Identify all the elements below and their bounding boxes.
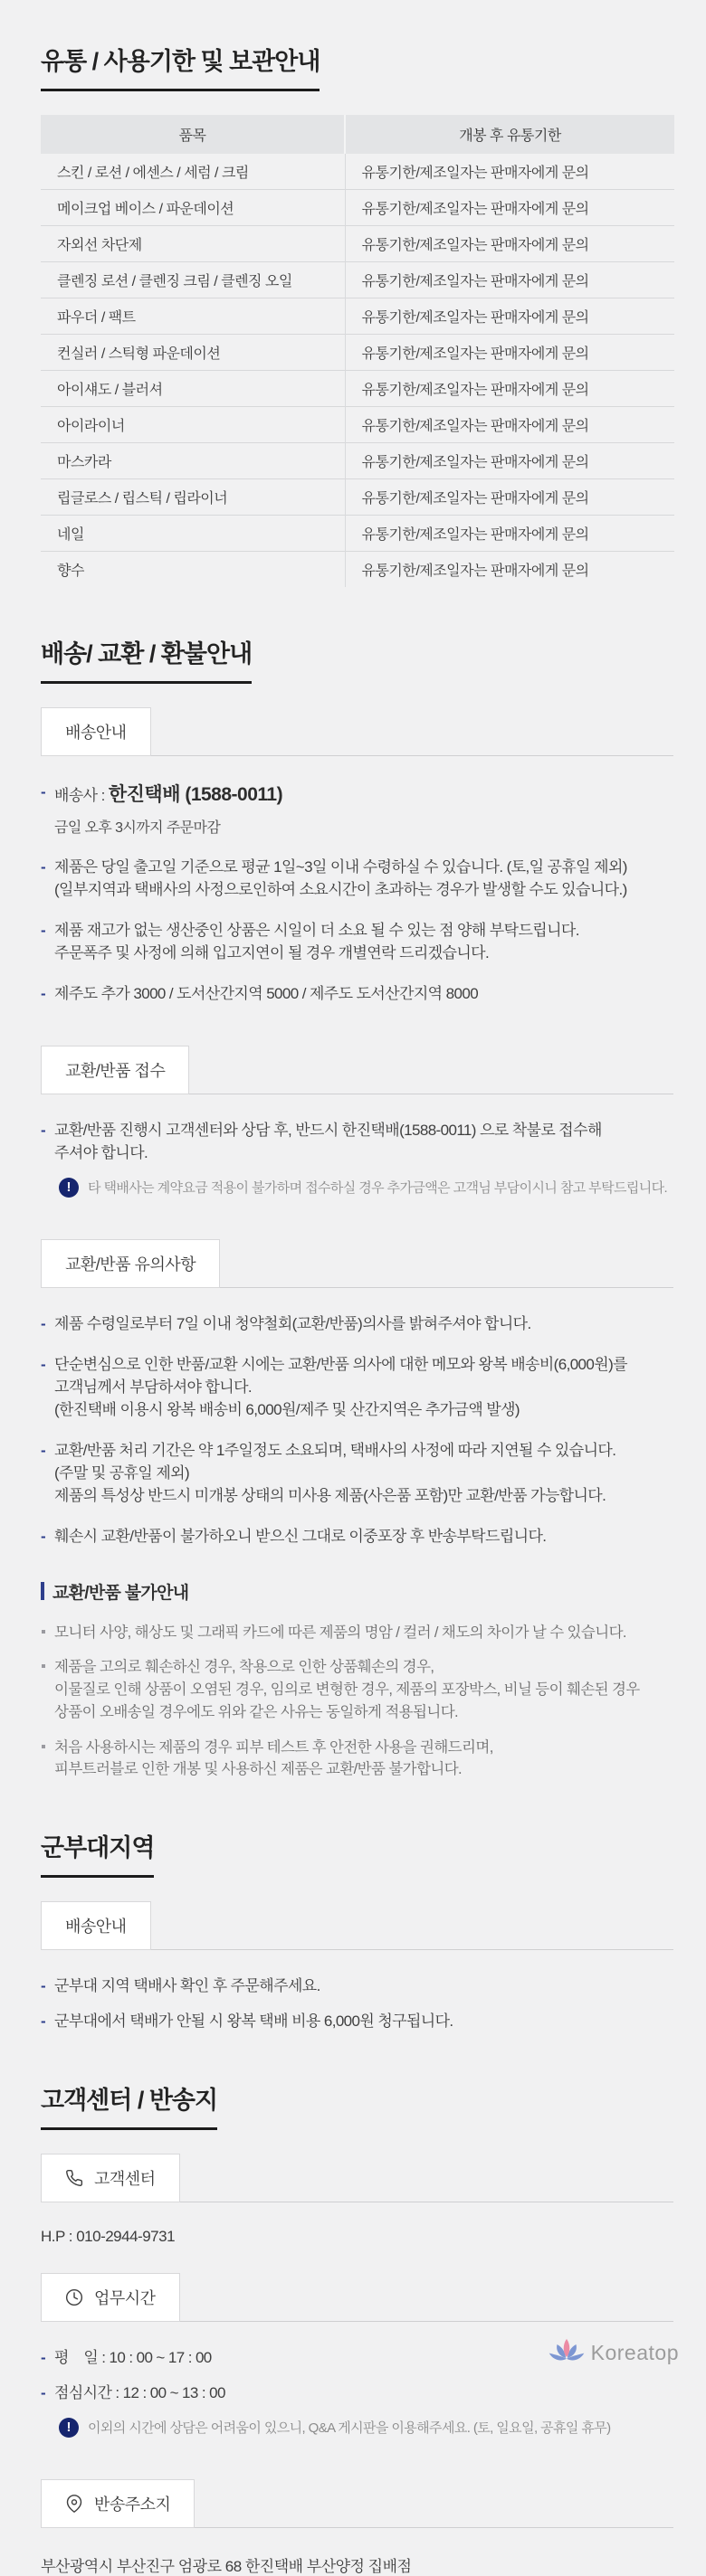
receipt-text: 교환/반품 진행시 고객센터와 상담 후, 반드시 한진택배(1588-0011) 으로 착불로 접수해 bbox=[54, 1122, 602, 1140]
column-header-item: 품목 bbox=[41, 115, 345, 154]
business-hours-tab-label: 업무시간 bbox=[94, 2289, 156, 2308]
list-item bbox=[41, 857, 673, 902]
caution-text: 교환/반품 처리 기간은 약 1주일정도 소요되며, 택배사의 사정에 따라 지연될 수 있습니다. bbox=[54, 1441, 616, 1459]
list-item bbox=[41, 1313, 673, 1336]
list-item bbox=[41, 1440, 673, 1508]
list-item bbox=[41, 1975, 673, 1998]
receipt-text: 주셔야 합니다. bbox=[54, 1144, 148, 1162]
table-row bbox=[41, 262, 674, 298]
shelf-life-cell: 유통기한/제조일자는 판매자에게 문의 bbox=[345, 516, 674, 552]
order-deadline: 금일 오후 3시까지 주문마감 bbox=[54, 819, 221, 836]
dash-bullet: - bbox=[41, 2349, 46, 2367]
notice-text: 타 택배사는 계약요금 적용이 불가하며 접수하실 경우 추가금액은 고객님 부담이시니 참고 부탁드립니다. bbox=[88, 1180, 668, 1197]
return-address-tab-label: 반송주소지 bbox=[94, 2495, 171, 2514]
dash-bullet: - bbox=[41, 2384, 46, 2402]
expiry-table bbox=[41, 115, 674, 587]
list-item bbox=[41, 1120, 673, 1165]
shipping-text: 주문폭주 및 사정에 의해 입고지연이 될 경우 개별연락 드리겠습니다. bbox=[54, 944, 490, 962]
carrier-label: 배송사 : bbox=[54, 787, 109, 804]
item-cell: 아이라이너 bbox=[41, 407, 345, 443]
exchange-caution-tab-line bbox=[41, 1239, 673, 1288]
exclamation-icon: ! bbox=[59, 2418, 79, 2438]
shelf-life-cell: 유통기한/제조일자는 판매자에게 문의 bbox=[345, 190, 674, 226]
business-hours-tab-line bbox=[41, 2273, 673, 2322]
item-cell: 향수 bbox=[41, 552, 345, 588]
dot-bullet bbox=[42, 1745, 45, 1748]
dash-bullet: - bbox=[41, 922, 46, 940]
dash-bullet: - bbox=[41, 1527, 46, 1545]
list-item bbox=[41, 1622, 673, 1644]
dash-bullet: - bbox=[41, 1977, 46, 1995]
dash-bullet: - bbox=[41, 1441, 46, 1459]
dash-bullet: - bbox=[41, 1355, 46, 1373]
military-shipping-tab bbox=[41, 1901, 151, 1950]
no-exchange-text: 이물질로 인해 상품이 오염된 경우, 임의로 변형한 경우, 제품의 포장박스, 비닐 등이 훼손된 경우 bbox=[54, 1681, 640, 1699]
dash-bullet: - bbox=[41, 783, 46, 800]
return-address-tab-line bbox=[41, 2479, 673, 2528]
column-header-shelf-life: 개봉 후 유통기한 bbox=[345, 115, 674, 154]
table-row bbox=[41, 479, 674, 516]
business-hours-tab bbox=[41, 2273, 180, 2322]
exchange-receipt-tab-line bbox=[41, 1046, 673, 1094]
shipping-text: 제품은 당일 출고일 기준으로 평균 1일~3일 이내 수령하실 수 있습니다. (토,일 공휴일 제외) bbox=[54, 858, 627, 876]
military-shipping-tab-label: 배송안내 bbox=[65, 1918, 127, 1937]
list-item bbox=[41, 1354, 673, 1422]
customer-center-tab-line bbox=[41, 2154, 673, 2202]
table-row bbox=[41, 190, 674, 226]
item-cell: 컨실러 / 스틱형 파운데이션 bbox=[41, 335, 345, 371]
dash-bullet: - bbox=[41, 858, 46, 876]
table-row bbox=[41, 407, 674, 443]
dash-bullet: - bbox=[41, 1122, 46, 1140]
table-row bbox=[41, 154, 674, 190]
item-cell: 자외선 차단제 bbox=[41, 226, 345, 262]
notice-row bbox=[59, 2418, 673, 2439]
shelf-life-cell: 유통기한/제조일자는 판매자에게 문의 bbox=[345, 443, 674, 479]
item-cell: 아이섀도 / 블러셔 bbox=[41, 371, 345, 407]
notice-row bbox=[59, 1178, 673, 1199]
item-cell: 메이크업 베이스 / 파운데이션 bbox=[41, 190, 345, 226]
no-exchange-title-label: 교환/반품 불가안내 bbox=[52, 1583, 189, 1603]
weekday-hours: 평 일 : 10 : 00 ~ 17 : 00 bbox=[54, 2349, 212, 2367]
list-item bbox=[41, 781, 673, 838]
no-exchange-text: 처음 사용하시는 제품의 경우 피부 테스트 후 안전한 사용을 권해드리며, bbox=[54, 1738, 493, 1756]
item-cell: 립글로스 / 립스틱 / 립라이너 bbox=[41, 479, 345, 516]
no-exchange-title bbox=[41, 1579, 673, 1604]
return-address-tab bbox=[41, 2479, 195, 2528]
shelf-life-cell: 유통기한/제조일자는 판매자에게 문의 bbox=[345, 335, 674, 371]
customer-center-tab bbox=[41, 2154, 180, 2202]
caution-text: 단순변심으로 인한 반품/교환 시에는 교환/반품 의사에 대한 메모와 왕복 배송비(6,000원)를 bbox=[54, 1355, 627, 1373]
extra-fee-text: 제주도 추가 3000 / 도서산간지역 5000 / 제주도 도서산간지역 8000 bbox=[54, 985, 479, 1003]
military-text: 군부대에서 택배가 안될 시 왕복 택배 비용 6,000원 청구됩니다. bbox=[54, 2012, 453, 2031]
caution-text: 훼손시 교환/반품이 불가하오니 받으신 그대로 이중포장 후 반송부탁드립니다. bbox=[54, 1527, 547, 1545]
no-exchange-text: 모니터 사양, 해상도 및 그래픽 카드에 따른 제품의 명암 / 컬러 / 채도의 차이가 날 수 있습니다. bbox=[54, 1624, 626, 1641]
table-row bbox=[41, 226, 674, 262]
shipping-tab-label: 배송안내 bbox=[65, 724, 127, 742]
no-exchange-text: 제품을 고의로 훼손하신 경우, 착용으로 인한 상품훼손의 경우, bbox=[54, 1659, 434, 1676]
section-title-military: 군부대지역 bbox=[41, 1828, 154, 1878]
table-row bbox=[41, 335, 674, 371]
caution-text: 제품의 특성상 반드시 미개봉 상태의 미사용 제품(사은품 포함)만 교환/반품 가능합니다. bbox=[54, 1486, 606, 1504]
list-item bbox=[41, 920, 673, 965]
shelf-life-cell: 유통기한/제조일자는 판매자에게 문의 bbox=[345, 371, 674, 407]
item-cell: 마스카라 bbox=[41, 443, 345, 479]
table-header-row bbox=[41, 115, 674, 154]
item-cell: 파우더 / 팩트 bbox=[41, 298, 345, 335]
dot-bullet bbox=[42, 1664, 45, 1668]
shipping-info-tab bbox=[41, 707, 151, 756]
caution-text: (한진택배 이용시 왕복 배송비 6,000원/제주 및 산간지역은 추가금액 발생) bbox=[54, 1400, 520, 1418]
phone-icon bbox=[65, 2169, 83, 2187]
list-item bbox=[41, 2011, 673, 2033]
no-exchange-text: 상품이 오배송일 경우에도 위와 같은 사유는 동일하게 적용됩니다. bbox=[54, 1703, 459, 1720]
list-item bbox=[41, 983, 673, 1006]
koreatop-lotus-icon bbox=[548, 2337, 586, 2369]
table-row bbox=[41, 371, 674, 407]
table-row bbox=[41, 298, 674, 335]
section-delivery bbox=[41, 634, 673, 1781]
accent-bar bbox=[41, 1582, 44, 1600]
caution-text: (주말 및 공휴일 제외) bbox=[54, 1463, 190, 1482]
shipping-text: (일부지역과 택배사의 사정으로인하여 소요시간이 초과하는 경우가 발생할 수도 있습니다.) bbox=[54, 881, 627, 899]
no-exchange-text: 피부트러블로 인한 개봉 및 사용하신 제품은 교환/반품 불가합니다. bbox=[54, 1761, 463, 1778]
military-shipping-tab-line bbox=[41, 1901, 673, 1950]
section-title-contact: 고객센터 / 반송지 bbox=[41, 2080, 217, 2130]
list-item bbox=[41, 1526, 673, 1548]
table-row bbox=[41, 443, 674, 479]
dash-bullet: - bbox=[41, 2012, 46, 2031]
military-text: 군부대 지역 택배사 확인 후 주문해주세요. bbox=[54, 1977, 320, 1995]
item-cell: 클렌징 로션 / 클렌징 크림 / 클렌징 오일 bbox=[41, 262, 345, 298]
lunch-hours: 점심시간 : 12 : 00 ~ 13 : 00 bbox=[54, 2384, 225, 2402]
shelf-life-cell: 유통기한/제조일자는 판매자에게 문의 bbox=[345, 226, 674, 262]
caution-text: 제품 수령일로부터 7일 이내 청약철회(교환/반품)의사를 밝혀주셔야 합니다. bbox=[54, 1314, 531, 1332]
shelf-life-cell: 유통기한/제조일자는 판매자에게 문의 bbox=[345, 298, 674, 335]
section-title-expiry: 유통 / 사용기한 및 보관안내 bbox=[41, 42, 320, 91]
shelf-life-cell: 유통기한/제조일자는 판매자에게 문의 bbox=[345, 479, 674, 516]
exchange-receipt-tab-label: 교환/반품 접수 bbox=[65, 1062, 166, 1081]
return-address: 부산광역시 부산진구 엄광로 68 한진택배 부산양정 집배점 bbox=[41, 2557, 412, 2575]
caution-text: 고객님께서 부담하셔야 합니다. bbox=[54, 1378, 253, 1396]
section-expiry bbox=[41, 42, 673, 587]
table-row bbox=[41, 516, 674, 552]
shelf-life-cell: 유통기한/제조일자는 판매자에게 문의 bbox=[345, 262, 674, 298]
shipping-text: 제품 재고가 없는 생산중인 상품은 시일이 더 소요 될 수 있는 점 양해 부탁드립니다. bbox=[54, 922, 579, 940]
exchange-receipt-tab bbox=[41, 1046, 189, 1094]
footer bbox=[548, 2337, 679, 2369]
dash-bullet: - bbox=[41, 985, 46, 1003]
list-item bbox=[41, 2382, 673, 2405]
carrier-name: 한진택배 (1588-0011) bbox=[108, 784, 283, 805]
table-row bbox=[41, 552, 674, 588]
customer-center-tab-label: 고객센터 bbox=[94, 2170, 156, 2189]
item-cell: 네일 bbox=[41, 516, 345, 552]
shipping-info-tab-line bbox=[41, 707, 673, 756]
exchange-caution-tab bbox=[41, 1239, 220, 1288]
shelf-life-cell: 유통기한/제조일자는 판매자에게 문의 bbox=[345, 407, 674, 443]
shelf-life-cell: 유통기한/제조일자는 판매자에게 문의 bbox=[345, 552, 674, 588]
list-item bbox=[41, 1656, 673, 1723]
shelf-life-cell: 유통기한/제조일자는 판매자에게 문의 bbox=[345, 154, 674, 190]
exchange-caution-tab-label: 교환/반품 유의사항 bbox=[65, 1255, 196, 1274]
phone-number: H.P : 010-2944-9731 bbox=[41, 2228, 176, 2246]
item-cell: 스킨 / 로션 / 에센스 / 세럼 / 크림 bbox=[57, 166, 249, 181]
notice-text: 이외의 시간에 상담은 어려움이 있으니, Q&A 게시판을 이용해주세요. (토, 일요일, 공휴일 휴무) bbox=[88, 2420, 611, 2437]
clock-icon bbox=[65, 2288, 83, 2306]
dot-bullet bbox=[42, 1630, 45, 1634]
section-military bbox=[41, 1828, 673, 2033]
koreatop-wordmark: Koreatop bbox=[590, 2341, 679, 2364]
section-contact bbox=[41, 2080, 673, 2575]
exclamation-icon: ! bbox=[59, 1178, 79, 1198]
dash-bullet: - bbox=[41, 1314, 46, 1332]
section-title-delivery: 배송/ 교환 / 환불안내 bbox=[41, 634, 252, 684]
list-item bbox=[41, 1737, 673, 1782]
location-pin-icon bbox=[65, 2495, 83, 2513]
